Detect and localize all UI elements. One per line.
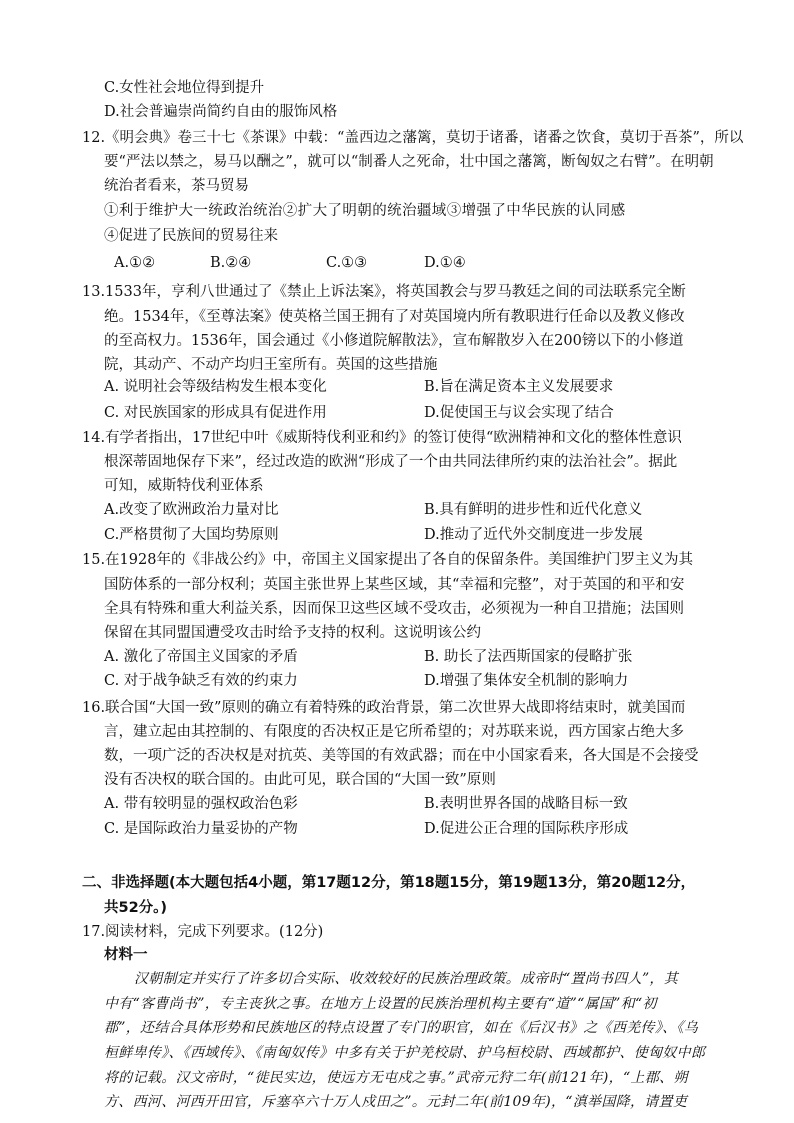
section-heading-line-1: 二、非选择题(本大题包括4小题，第17题12分，第18题15分，第19题13分，第20题12分， bbox=[82, 875, 696, 891]
q17-stem: 17.阅读材料，完成下列要求。(12分) bbox=[82, 924, 324, 940]
q16-option-d: D.促进公正合理的国际秩序形成 bbox=[424, 821, 629, 837]
q15-stem-line-3: 全具有特殊和重大利益关系，因而保卫这些区域不受攻击，必须视为一种自卫措施；法国则 bbox=[104, 601, 684, 617]
q14-stem-line-3: 可知，威斯特伐利亚体系 bbox=[104, 478, 264, 494]
q14-option-c: C.严格贯彻了大国均势原则 bbox=[104, 527, 279, 543]
q12-stem-line-3: 统治者看来，茶马贸易 bbox=[104, 178, 249, 194]
q13-stem-line-1: 13.1533年，亨利八世通过了《禁止上诉法案》，将英国教会与罗马教廷之间的司法联系完全断 bbox=[82, 284, 686, 300]
q12-option-b: B.②④ bbox=[210, 255, 252, 271]
q13-option-c: C. 对民族国家的形成具有促进作用 bbox=[104, 405, 327, 421]
q15-option-d: D.增强了集体安全机制的影响力 bbox=[424, 673, 629, 689]
q11-option-c: C.女性社会地位得到提升 bbox=[104, 80, 265, 96]
q16-stem-line-2: 言，建立起由其控制的、有限度的否决权正是它所希望的；对苏联来说，西方国家占绝大多 bbox=[104, 724, 684, 740]
q12-stem-line-2: 要“严法以禁之，易马以酬之”，就可以“制番人之死命，壮中国之藩篱，断匈奴之右臂”。在明朝 bbox=[104, 154, 714, 170]
q16-stem-line-1: 16.联合国“大国一致”原则的确立有着特殊的政治背景，第二次世界大战即将结束时，就美国而 bbox=[82, 700, 686, 716]
q15-stem-line-2: 国防体系的一部分权利；英国主张世界上某些区域，其“幸福和完整”，对于英国的和平和安 bbox=[104, 577, 685, 593]
q17-material-line-4: 桓鲜卑传》、《西域传》、《南匈奴传》中多有关于护羌校尉、护乌桓校尉、西域都护、使匈奴中郎 bbox=[104, 1045, 706, 1061]
section-heading-line-2: 共52分。) bbox=[104, 900, 168, 916]
q17-material-line-2: 中有“客曹尚书”，专主丧狄之事。在地方上设置的民族治理机构主要有“道”“属国”和“初 bbox=[104, 996, 657, 1012]
q15-option-b: B. 助长了法西斯国家的侵略扩张 bbox=[424, 649, 633, 665]
q12-option-d: D.①④ bbox=[424, 255, 466, 271]
q17-material-line-6: 方、西河、河西开田官，斥塞卒六十万人戍田之”。元封二年(前109年)，“滇举国降，请置吏 bbox=[104, 1094, 688, 1110]
q13-stem-line-2: 绝。1534年，《至尊法案》使英格兰国王拥有了对英国境内所有教职进行任命以及教义修改 bbox=[104, 309, 685, 325]
q13-stem-line-4: 院，其动产、不动产均归王室所有。英国的这些措施 bbox=[104, 357, 438, 373]
q12-option-c: C.①③ bbox=[326, 255, 368, 271]
q15-stem-line-4: 保留在其同盟国遭受攻击时给予支持的权利。这说明该公约 bbox=[104, 625, 481, 641]
q16-stem-line-4: 没有否决权的联合国的。由此可见，联合国的“大国一致”原则 bbox=[104, 772, 496, 788]
q17-material-line-5: 将的记载。汉文帝时，“徙民实边，使远方无屯戍之事。”武帝元狩二年(前121年)，“上郡、朔 bbox=[104, 1070, 688, 1086]
q17-material-line-1: 汉朝制定并实行了许多切合实际、收效较好的民族治理政策。成帝时“置尚书四人”，其 bbox=[134, 971, 679, 987]
q15-option-c: C. 对于战争缺乏有效的约束力 bbox=[104, 673, 298, 689]
q16-option-c: C. 是国际政治力量妥协的产物 bbox=[104, 821, 298, 837]
q14-option-b: B.具有鲜明的进步性和近代化意义 bbox=[424, 502, 643, 518]
q17-material-label: 材料一 bbox=[104, 947, 148, 963]
q12-items-line-2: ④促进了民族间的贸易往来 bbox=[104, 228, 278, 244]
q17-material-line-3: 郡”，还结合具体形势和民族地区的特点设置了专门的职官，如在《后汉书》之《西羌传》、《乌 bbox=[104, 1020, 699, 1036]
q14-stem-line-2: 根深蒂固地保存下来”，经过改造的欧洲“形成了一个由共同法律所约束的法治社会”。据此 bbox=[104, 454, 678, 470]
q15-stem-line-1: 15.在1928年的《非战公约》中，帝国主义国家提出了各自的保留条件。美国维护门罗主义为其 bbox=[82, 552, 693, 568]
q12-stem-line-1: 12.《明会典》卷三十七《茶课》中载：“盖西边之藩篱，莫切于诸番，诸番之饮食，莫切于吾茶”，所以 bbox=[82, 130, 744, 146]
q14-option-d: D.推动了近代外交制度进一步发展 bbox=[424, 527, 643, 543]
q12-option-a: A.①② bbox=[114, 255, 156, 271]
q16-option-b: B.表明世界各国的战略目标一致 bbox=[424, 796, 628, 812]
q13-option-d: D.促使国王与议会实现了结合 bbox=[424, 405, 614, 421]
q16-stem-line-3: 数，一项广泛的否决权是对抗英、美等国的有效武器；而在中小国家看来，各大国是不会接受 bbox=[104, 748, 699, 764]
q13-stem-line-3: 的至高权力。1536年，国会通过《小修道院解散法》，宣布解散岁入在200镑以下的小修道 bbox=[104, 333, 684, 349]
q16-option-a: A. 带有较明显的强权政治色彩 bbox=[104, 796, 298, 812]
q14-option-a: A.改变了欧洲政治力量对比 bbox=[104, 502, 279, 518]
q12-items-line-1: ①利于维护大一统政治统治②扩大了明朝的统治疆域③增强了中华民族的认同感 bbox=[104, 203, 626, 219]
q15-option-a: A. 激化了帝国主义国家的矛盾 bbox=[104, 649, 298, 665]
q11-option-d: D.社会普遍崇尚简约自由的服饰风格 bbox=[104, 104, 338, 120]
q14-stem-line-1: 14.有学者指出，17世纪中叶《威斯特伐利亚和约》的签订使得“欧洲精神和文化的整体性意识 bbox=[82, 430, 682, 446]
q13-option-a: A. 说明社会等级结构发生根本变化 bbox=[104, 379, 327, 395]
q13-option-b: B.旨在满足资本主义发展要求 bbox=[424, 379, 614, 395]
